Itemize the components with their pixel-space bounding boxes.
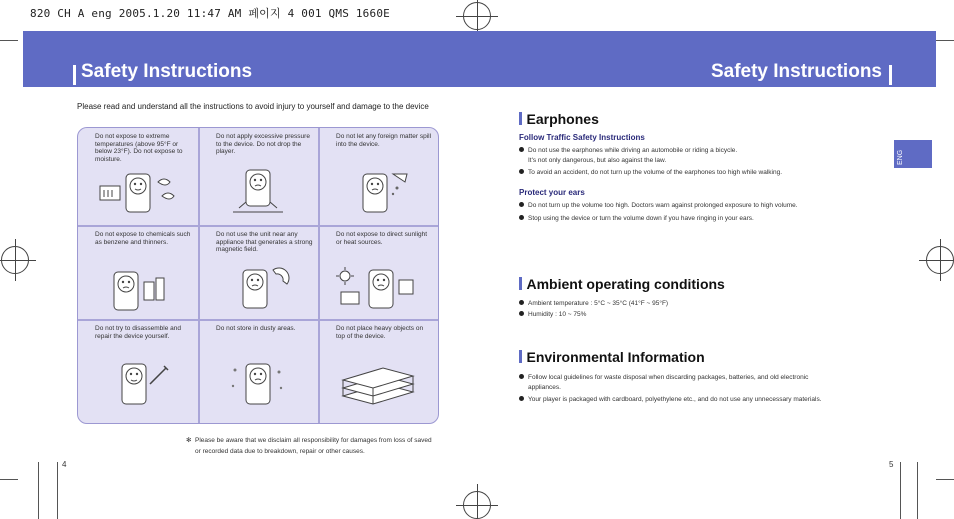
bullet-item xyxy=(519,310,879,320)
registration-mark-left xyxy=(1,246,29,274)
bullet-dot xyxy=(519,374,524,379)
heading-text: Ambient operating conditions xyxy=(526,276,725,292)
player-chemicals-illustration xyxy=(92,266,182,314)
grid-cell-foreign-matter xyxy=(319,128,439,224)
bullet-text: Stop using the device or turn the volume down if you have ringing in your ears. xyxy=(528,215,754,222)
crop-line xyxy=(936,479,954,480)
language-tab xyxy=(894,140,932,168)
crop-line xyxy=(57,462,58,519)
heading-accent xyxy=(519,350,522,363)
ambient-heading xyxy=(519,276,725,292)
bullet-text: Your player is packaged with cardboard, polyethylene etc., and do not use any unnecessary materials. xyxy=(528,396,822,403)
player-magnet-illustration xyxy=(213,266,303,314)
bullet-item xyxy=(519,146,879,166)
bullet-item xyxy=(519,201,879,211)
bullet-text: Do not turn up the volume too high. Doctors warn against prolonged exposure to high volume. xyxy=(528,202,798,209)
heading-accent xyxy=(519,112,522,125)
bullet-dot xyxy=(519,396,524,401)
bullet-dot xyxy=(519,169,524,174)
crop-line xyxy=(917,462,918,519)
bullet-text: To avoid an accident, do not turn up the volume of the earphones too high while walking. xyxy=(528,169,783,176)
intro-text: Please read and understand all the instructions to avoid injury to yourself and damage to the device xyxy=(77,102,429,111)
left-page-banner xyxy=(23,31,477,87)
player-repair-illustration xyxy=(92,360,182,408)
grid-cell-chemicals xyxy=(78,226,199,322)
grid-cell-disassemble xyxy=(78,320,199,416)
crop-line xyxy=(936,40,954,41)
bullet-item xyxy=(519,395,879,405)
grid-cell-magnetic xyxy=(199,226,320,322)
title-accent xyxy=(889,65,892,85)
cell-text: Do not store in dusty areas. xyxy=(216,325,296,332)
grid-cell-pressure xyxy=(199,128,320,224)
bullet-text: Do not use the earphones while driving an automobile or riding a bicycle. xyxy=(528,147,738,154)
player-dust-illustration xyxy=(213,360,303,408)
heading-accent xyxy=(519,277,522,290)
cell-text: Do not use the unit near any appliance that generates a strong magnetic field. xyxy=(216,231,313,254)
cell-text: Do not expose to extreme temperatures (above 95°F or below 23°F). Do not expose to moisture. xyxy=(95,133,183,163)
bullet-item xyxy=(519,168,879,178)
grid-cell-sunlight xyxy=(319,226,439,322)
bullet-continuation: appliances. xyxy=(528,384,561,391)
environment-heading xyxy=(519,349,705,365)
cell-text: Do not let any foreign matter spill into the device. xyxy=(336,133,432,148)
player-heat-illustration xyxy=(92,168,182,216)
bullet-continuation: It's not only dangerous, but also against the law. xyxy=(528,157,667,164)
player-pressure-illustration xyxy=(213,168,303,216)
registration-mark-top xyxy=(463,2,491,30)
registration-mark-right xyxy=(926,246,954,274)
cell-text: Do not expose to direct sunlight or heat sources. xyxy=(336,231,428,246)
cell-text: Do not apply excessive pressure to the device. Do not drop the player. xyxy=(216,133,310,156)
safety-grid xyxy=(77,127,439,424)
language-tab-label: ENG xyxy=(897,149,904,165)
heading-text: Earphones xyxy=(526,111,599,127)
bullet-dot xyxy=(519,147,524,152)
grid-cell-dust xyxy=(199,320,320,416)
bullet-dot xyxy=(519,311,524,316)
grid-cell-heavy-objects xyxy=(319,320,439,416)
bullet-item xyxy=(519,373,879,393)
crop-line xyxy=(38,462,39,519)
page-title: Safety Instructions xyxy=(710,61,882,82)
cell-text: Do not try to disassemble and repair the device yourself. xyxy=(95,325,181,340)
heading-text: Environmental Information xyxy=(526,349,705,365)
player-books-illustration xyxy=(333,360,423,408)
grid-cell-temperature xyxy=(78,128,199,224)
bullet-text: Follow local guidelines for waste disposal when discarding packages, batteries, and old electronic xyxy=(528,374,809,381)
earphones-heading xyxy=(519,111,599,127)
bullet-text: Ambient temperature : 5°C ~ 35°C (41°F ~ 95°F) xyxy=(528,300,669,307)
bullet-dot xyxy=(519,215,524,220)
crop-line xyxy=(0,40,18,41)
page-title: Safety Instructions xyxy=(81,61,253,82)
page-number-left: 4 xyxy=(62,460,67,469)
bullet-dot xyxy=(519,202,524,207)
disclaimer xyxy=(188,435,432,457)
page-number-right: 5 xyxy=(889,460,894,469)
disclaimer-line: Please be aware that we disclaim all responsibility for damages from loss of saved xyxy=(195,437,432,444)
crop-line xyxy=(0,479,18,480)
title-accent xyxy=(73,65,76,85)
player-spill-illustration xyxy=(333,168,423,216)
registration-mark-bottom xyxy=(463,491,491,519)
disclaimer-line: or recorded data due to breakdown, repair or other causes. xyxy=(195,448,365,455)
bullet-text: Humidity : 10 ~ 75% xyxy=(528,311,587,318)
bullet-item xyxy=(519,299,879,309)
cell-text: Do not place heavy objects on top of the device. xyxy=(336,325,424,340)
print-header: 820 CH A eng 2005.1.20 11:47 AM 페이지 4 001 QMS 1660E xyxy=(30,7,390,20)
ears-subheading: Protect your ears xyxy=(519,188,585,197)
bullet-item xyxy=(519,214,879,224)
player-sun-illustration xyxy=(333,266,423,314)
cell-text: Do not expose to chemicals such as benzene and thinners. xyxy=(95,231,191,246)
crop-line xyxy=(900,462,901,519)
traffic-subheading: Follow Traffic Safety Instructions xyxy=(519,133,645,142)
bullet-dot xyxy=(519,300,524,305)
disclaimer-mark: ✻ xyxy=(186,437,192,444)
right-page-banner xyxy=(477,31,936,87)
